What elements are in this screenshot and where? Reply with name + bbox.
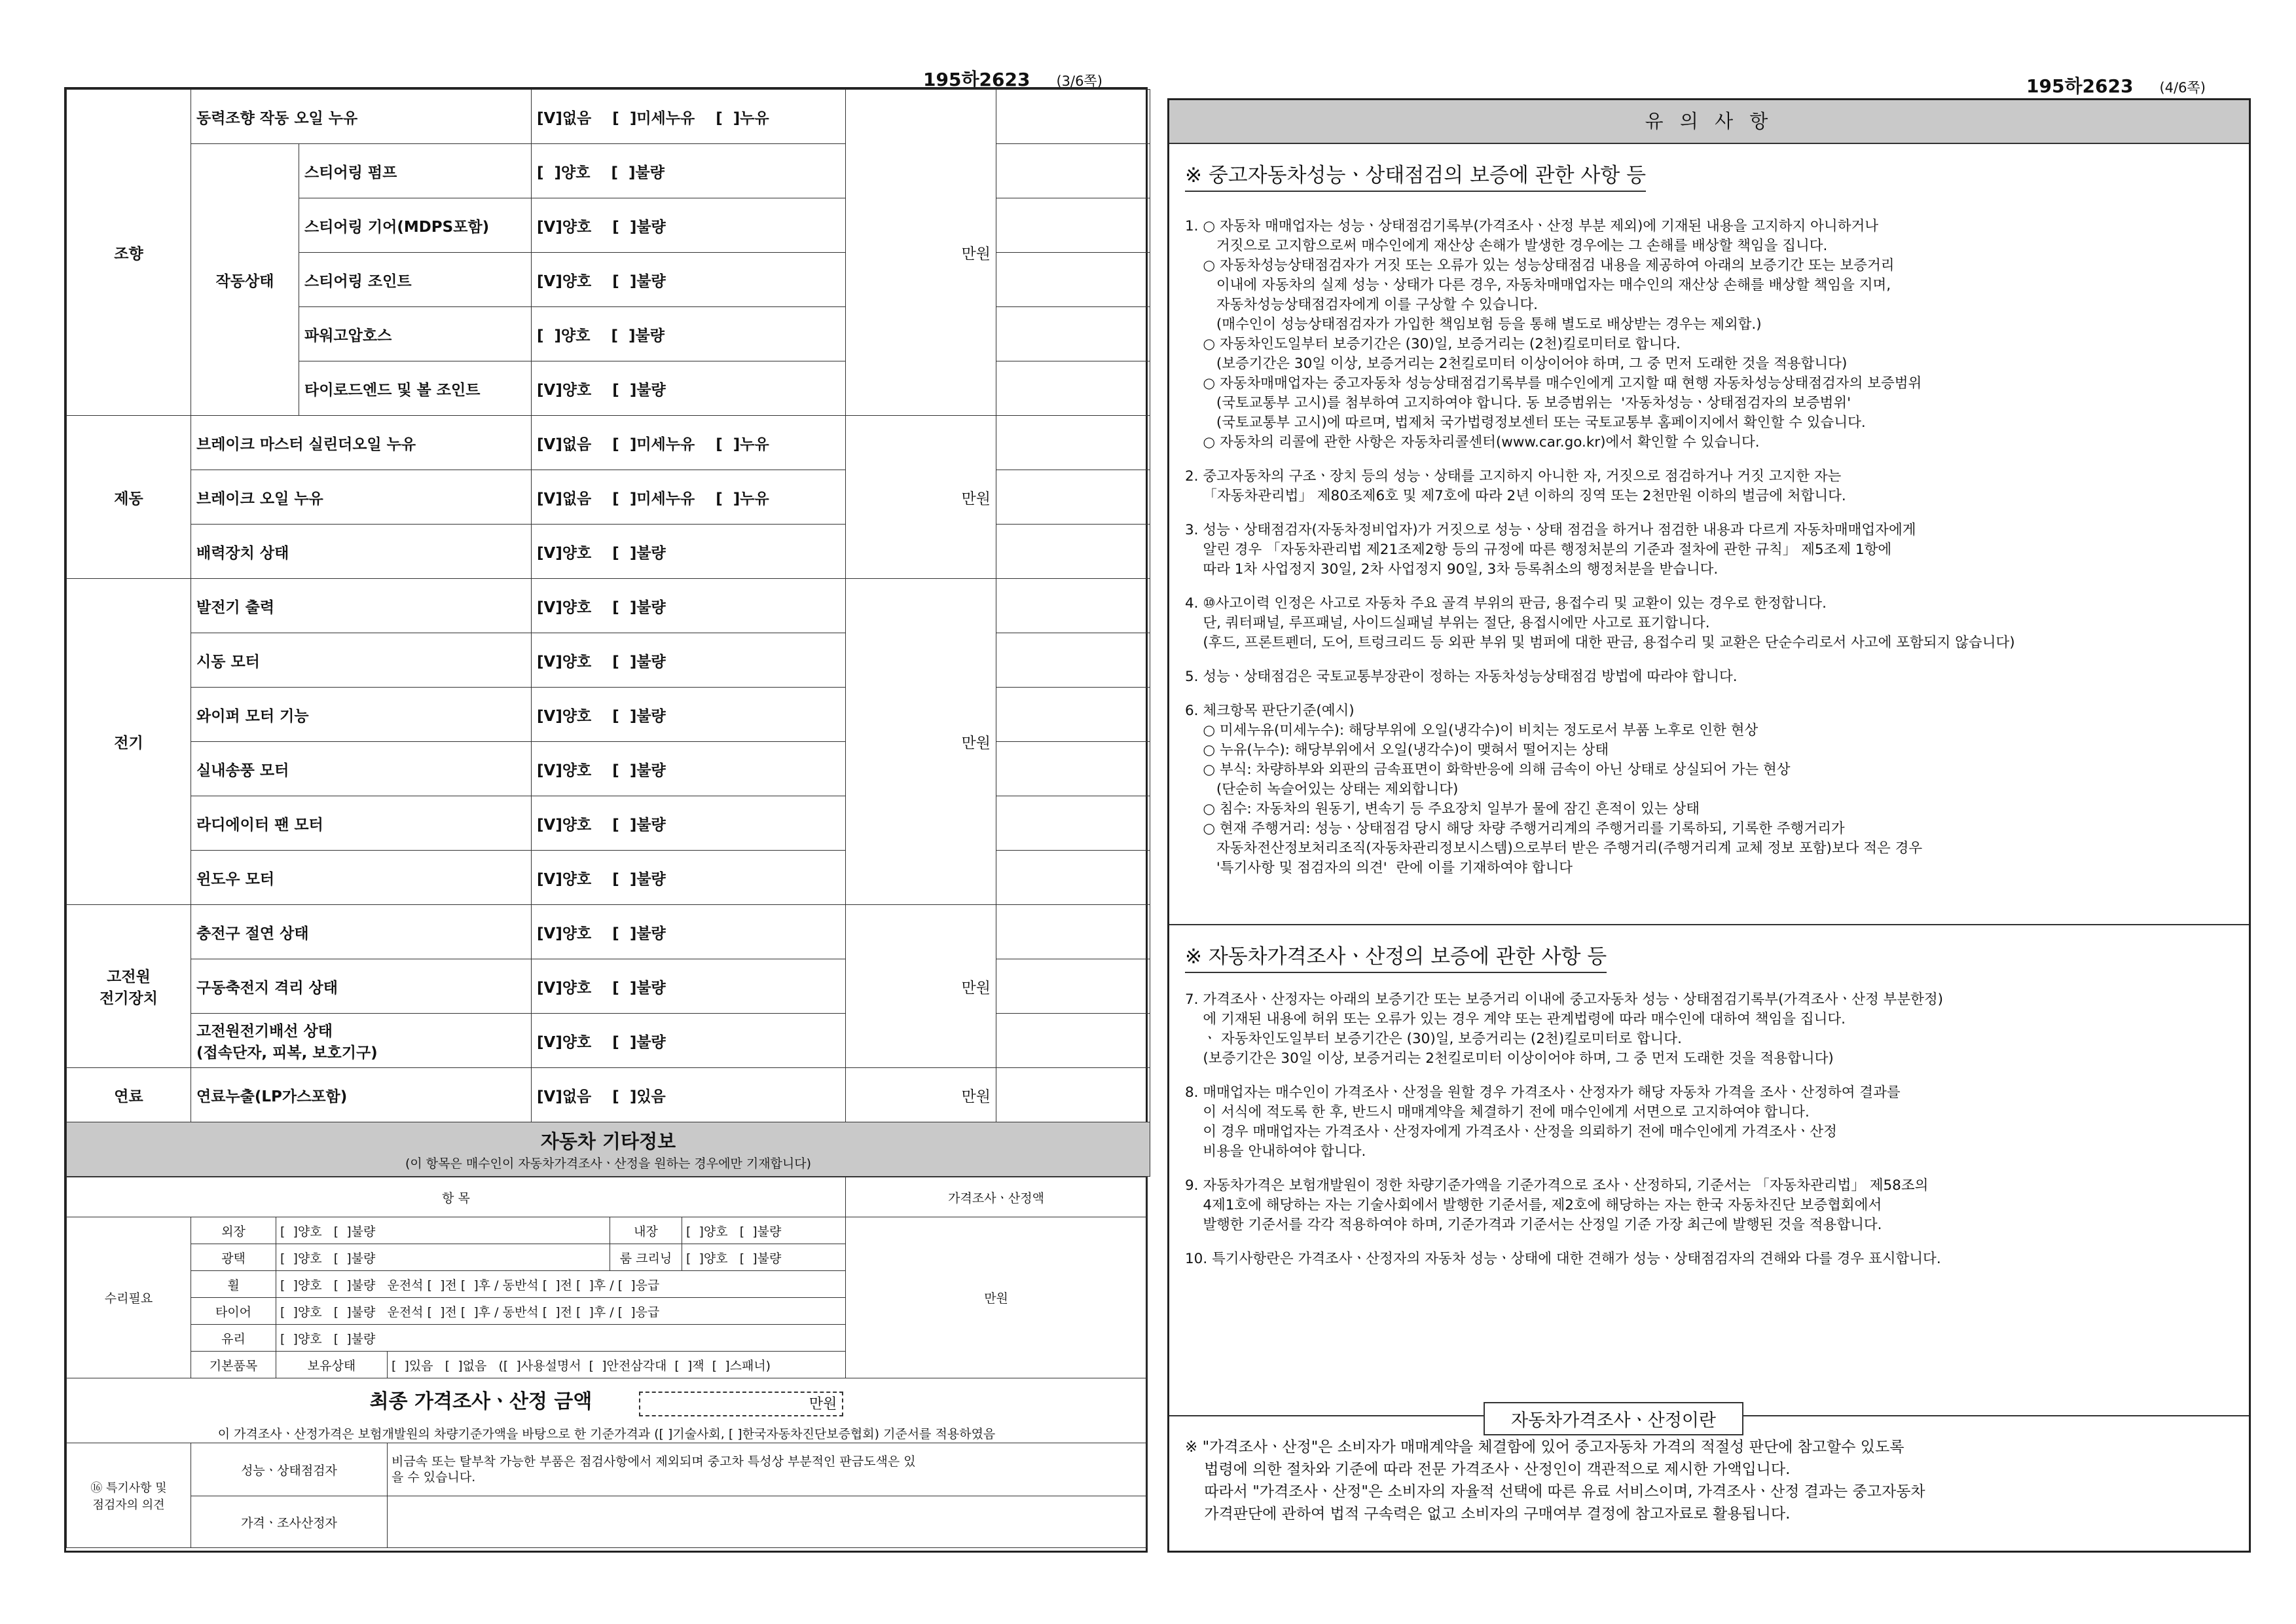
text-line: 8. 매매업자는 매수인이 가격조사ㆍ산정을 원할 경우 가격조사ㆍ산정자가 해당 자동차 가격을 조사ㆍ산정하여 결과를 — [1185, 1084, 1901, 1101]
text-line: 따라 1차 사업정지 30일, 2차 사업정지 90일, 3차 등록취소의 행정처분을 받습니다. — [1185, 561, 1719, 578]
text-line: '특기사항 및 점검자의 의견' 란에 이를 기재하여야 합니다 — [1185, 860, 1573, 876]
item-value[interactable]: [V]양호 [ ]불량 — [532, 198, 846, 253]
text-line: (매수인이 성능상태점검자가 가입한 책임보험 등을 통해 별도로 배상받는 경우는 제외합.) — [1185, 316, 1762, 333]
item-label: 브레이크 오일 누유 — [191, 470, 532, 525]
text-line: ○ 자동차인도일부터 보증기간은 (30)일, 보증거리는 (2천)킬로미터로 합니다. — [1185, 336, 1681, 352]
price-cell[interactable] — [996, 416, 1150, 470]
item-label: 스티어링 펌프 — [299, 144, 532, 198]
item-value[interactable]: [V]양호 [ ]불량 — [532, 633, 846, 688]
wheel-value[interactable]: [ ]양호 [ ]불량 운전석 [ ]전 [ ]후 / 동반석 [ ]전 [ ]후 / [ ]응급 — [276, 1271, 846, 1298]
text-line: 6. 체크항목 판단기준(예시) — [1185, 703, 1355, 719]
item-label: 시동 모터 — [191, 633, 532, 688]
price-inspector-label: 가격ㆍ조사산정자 — [191, 1496, 388, 1548]
item-value[interactable]: [ ]양호 [ ]불량 — [532, 307, 846, 361]
unit-steering: 만원 — [846, 90, 996, 416]
price-definition-box — [1169, 1411, 2249, 1551]
right-page-header — [2026, 72, 2206, 98]
text-line: 5. 성능ㆍ상태점검은 국토교통부장관이 정하는 자동차성능상태점검 방법에 따라야 합니다. — [1185, 669, 1738, 685]
text-line — [1185, 452, 2233, 467]
special-notes-line: 점검자의 의견 — [92, 1498, 165, 1512]
item-value[interactable]: [V]없음 [ ]미세누유 [ ]누유 — [532, 90, 846, 144]
perf-inspector-opinion[interactable] — [388, 1443, 1147, 1496]
text-line: ○ 누유(누수): 해당부위에서 오일(냉각수)이 맺혀서 떨어지는 상태 — [1185, 742, 1609, 758]
tire-value[interactable]: [ ]양호 [ ]불량 운전석 [ ]전 [ ]후 / 동반석 [ ]전 [ ]후 / [ ]응급 — [276, 1298, 846, 1325]
text-line: ○ 미세누유(미세누수): 해당부위에 오일(냉각수)이 비치는 정도로서 부품 노후로 인한 현상 — [1185, 722, 1758, 739]
wheel-label: 휠 — [191, 1271, 276, 1298]
text-line: 2. 중고자동차의 구조ㆍ장치 등의 성능ㆍ상태를 고지하지 아니한 자, 거짓으로 점검하거나 거짓 고지한 자는 — [1185, 468, 1842, 485]
item-value[interactable]: [V]없음 [ ]있음 — [532, 1068, 846, 1122]
interior-label: 내장 — [610, 1217, 682, 1244]
exterior-value[interactable]: [ ]양호 [ ]불량 — [276, 1217, 610, 1244]
price-cell[interactable] — [996, 579, 1150, 633]
item-label: 충전구 절연 상태 — [191, 905, 532, 959]
other-info-header — [67, 1122, 1150, 1177]
page-number: (3/6쪽) — [1056, 73, 1102, 89]
text-line: 4제1호에 해당하는 자는 기술사회에서 발행한 기준서를, 제2호에 해당하는 자는 한국 자동차진단 보증협회에서 — [1185, 1197, 1882, 1213]
item-value[interactable]: [V]양호 [ ]불량 — [532, 361, 846, 416]
cleaning-value[interactable]: [ ]양호 [ ]불량 — [682, 1244, 846, 1271]
basic-items-label: 기본품목 — [191, 1352, 276, 1378]
item-label-line: 고전원전기배선 상태 — [196, 1023, 333, 1040]
item-value[interactable]: [V]양호 [ ]불량 — [532, 905, 846, 959]
text-line: 1. ○ 자동차 매매업자는 성능ㆍ상태점검기록부(가격조사ㆍ산정 부분 제외)에 기재된 내용을 고지하지 아니하거나 — [1185, 218, 1879, 234]
opinion-line: 비금속 또는 탈부착 가능한 부품은 점검사항에서 제외되며 중고차 특성상 부분적인 판금도색은 있 — [392, 1454, 916, 1469]
item-value[interactable]: [V]양호 [ ]불량 — [532, 796, 846, 851]
text-line: 9. 자동차가격은 보험개발원이 정한 차량기준가액을 기준가격으로 조사ㆍ산정하되, 기준서는 「자동차관리법」 제58조의 — [1185, 1177, 1929, 1194]
vehicle-number: 195하2623 — [923, 69, 1030, 90]
text-line: ○ 부식: 차량하부와 외판의 금속표면이 화학반응에 의해 금속이 아닌 상태로 상실되어 가는 현상 — [1185, 762, 1791, 778]
unit-fuel: 만원 — [846, 1068, 996, 1122]
table-row — [67, 579, 1150, 633]
text-line: ㆍ 자동차인도일부터 보증기간은 (30)일, 보증거리는 (2천)킬로미터로 합니다. — [1185, 1031, 1682, 1047]
section-body-price — [1185, 990, 2233, 1269]
table-row — [67, 1443, 1147, 1496]
other-info-subtitle: (이 항목은 매수인이 자동차가격조사ㆍ산정을 원하는 경우에만 기재합니다) — [405, 1156, 812, 1171]
text-line — [1185, 653, 2233, 667]
exterior-label: 외장 — [191, 1217, 276, 1244]
text-line: 따라서 "가격조사ㆍ산정"은 소비자의 자율적 선택에 따른 유료 서비스이며, 가격조사ㆍ산정 결과는 중고자동차 — [1185, 1483, 1925, 1500]
text-line: ○ 현재 주행거리: 성능ㆍ상태점검 당시 해당 차량 주행거리계의 주행거리를 기록하되, 기록한 주행거리가 — [1185, 821, 1845, 837]
text-line: 거짓으로 고지함으로써 매수인에게 재산상 손해가 발생한 경우에는 그 손해를 배상할 책임을 집니다. — [1185, 238, 1828, 254]
section-divider — [1169, 924, 2249, 925]
item-value[interactable]: [V]양호 [ ]불량 — [532, 1014, 846, 1068]
item-value[interactable]: [V]없음 [ ]미세누유 [ ]누유 — [532, 470, 846, 525]
table-row — [67, 1068, 1150, 1122]
item-value[interactable]: [V]없음 [ ]미세누유 [ ]누유 — [532, 416, 846, 470]
item-label: 연료누출(LP가스포함) — [191, 1068, 532, 1122]
category-high-voltage — [67, 905, 191, 1068]
item-value[interactable]: [V]양호 [ ]불량 — [532, 525, 846, 579]
text-line: 발행한 기준서를 각각 적용하여야 하며, 기준가격과 기준서는 산정일 기준 가장 최근에 발행된 것을 적용합니다. — [1185, 1217, 1882, 1233]
text-line — [1185, 1069, 2233, 1083]
item-value[interactable]: [V]양호 [ ]불량 — [532, 851, 846, 905]
price-cell[interactable] — [996, 851, 1150, 905]
item-label: 구동축전지 격리 상태 — [191, 959, 532, 1014]
price-cell[interactable] — [996, 1014, 1150, 1068]
item-label: 라디에이터 팬 모터 — [191, 796, 532, 851]
item-value[interactable]: [V]양호 [ ]불량 — [532, 959, 846, 1014]
price-cell[interactable] — [996, 198, 1150, 253]
item-label-line: (접속단자, 피복, 보호기구) — [196, 1044, 378, 1061]
col-item-header: 항 목 — [67, 1177, 846, 1217]
price-cell[interactable] — [996, 959, 1150, 1014]
text-line: ※ "가격조사ㆍ산정"은 소비자가 매매계약을 체결함에 있어 중고자동차 가격의 적절성 판단에 참고할수 있도록 — [1185, 1439, 1904, 1456]
table-row — [67, 1496, 1147, 1548]
item-value[interactable]: [V]양호 [ ]불량 — [532, 253, 846, 307]
text-line — [1185, 687, 2233, 701]
final-price-input[interactable] — [639, 1392, 843, 1416]
price-cell[interactable] — [996, 253, 1150, 307]
section-body-inspection — [1185, 217, 2233, 878]
tire-label: 타이어 — [191, 1298, 276, 1325]
price-cell[interactable] — [996, 90, 1150, 144]
item-label: 동력조향 작동 오일 누유 — [191, 90, 532, 144]
perf-inspector-label: 성능ㆍ상태점검자 — [191, 1443, 388, 1496]
item-label: 타이로드엔드 및 볼 조인트 — [299, 361, 532, 416]
text-line: ○ 자동차성능상태점검자가 거짓 또는 오류가 있는 성능상태점검 내용을 제공하여 아래의 보증기간 또는 보증거리 — [1185, 257, 1895, 274]
interior-value[interactable]: [ ]양호 [ ]불량 — [682, 1217, 846, 1244]
inspection-table — [66, 89, 1150, 1177]
text-line: 「자동차관리법」 제80조제6호 및 제7호에 따라 2년 이하의 징역 또는 2천만원 이하의 벌금에 처합니다. — [1185, 488, 1846, 504]
table-row — [67, 1122, 1150, 1177]
text-line: 7. 가격조사ㆍ산정자는 아래의 보증기간 또는 보증거리 이내에 중고자동차 성능ㆍ상태점검기록부(가격조사ㆍ산정 부분한정) — [1185, 991, 1944, 1008]
notes-page — [1167, 98, 2251, 1553]
price-cell[interactable] — [996, 688, 1150, 742]
gloss-value[interactable]: [ ]양호 [ ]불량 — [276, 1244, 610, 1271]
section-title-inspection-warranty: ※ 중고자동차성능ㆍ상태점검의 보증에 관한 사항 등 — [1185, 158, 1646, 192]
table-row — [67, 1378, 1147, 1424]
final-price-row — [67, 1378, 1147, 1424]
owned-label: 보유상태 — [276, 1352, 388, 1378]
item-label: 스티어링 조인트 — [299, 253, 532, 307]
item-value[interactable]: [V]양호 [ ]불량 — [532, 742, 846, 796]
price-cell[interactable] — [996, 525, 1150, 579]
text-line — [1185, 1162, 2233, 1176]
sub-category-operation: 작동상태 — [191, 144, 299, 416]
text-line: 10. 특기사항란은 가격조사ㆍ산정자의 자동차 성능ㆍ상태에 대한 견해가 성능ㆍ상태점검자의 견해와 다를 경우 표시합니다. — [1185, 1251, 1941, 1267]
final-price-note: 이 가격조사ㆍ산정가격은 보험개발원의 차량기준가액을 바탕으로 한 기준가격과 ([ ]기술사회, [ ]한국자동차진단보증협회) 기준서를 적용하였음 — [67, 1423, 1147, 1443]
cleaning-label: 룸 크리닝 — [610, 1244, 682, 1271]
final-price-unit: 만원 — [809, 1396, 837, 1413]
category-line: 고전원 — [107, 969, 151, 986]
gloss-label: 광택 — [191, 1244, 276, 1271]
table-row — [67, 90, 1150, 144]
category-brake: 제동 — [67, 416, 191, 579]
price-cell[interactable] — [996, 905, 1150, 959]
item-label: 파워고압호스 — [299, 307, 532, 361]
text-line: 알린 경우 「자동차관리법 제21조제2항 등의 규정에 따른 행정처분의 기준과 절차에 관한 규칙」 제5조제 1항에 — [1185, 542, 1892, 558]
item-value[interactable]: [V]양호 [ ]불량 — [532, 688, 846, 742]
table-row — [67, 1423, 1147, 1443]
item-label: 실내송풍 모터 — [191, 742, 532, 796]
text-line: (보증기간은 30일 이상, 보증거리는 2천킬로미터 이상이어야 하며, 그 중 먼저 도래한 것을 적용합니다) — [1185, 356, 1848, 372]
text-line: ○ 자동차의 리콜에 관한 사항은 자동차리콜센터(www.car.go.kr)에서 확인할 수 있습니다. — [1185, 434, 1760, 451]
other-info-table — [66, 1177, 1147, 1548]
text-line: 자동차전산정보처리조직(자동차관리정보시스템)으로부터 받은 주행거리(주행거리계 교체 정보 포함)보다 적은 경우 — [1185, 840, 1923, 857]
text-line: 이내에 자동차의 실제 성능ㆍ상태가 다른 경우, 자동차매매업자는 매수인의 재산상 손해를 배상할 책임을 지며, — [1185, 277, 1891, 293]
repair-needed-label: 수리필요 — [67, 1217, 191, 1378]
table-row — [67, 1352, 1147, 1378]
category-electric: 전기 — [67, 579, 191, 905]
text-line: (보증기간은 30일 이상, 보증거리는 2천킬로미터 이상이어야 하며, 그 중 먼저 도래한 것을 적용합니다) — [1185, 1050, 1834, 1067]
price-cell[interactable] — [996, 307, 1150, 361]
item-label: 윈도우 모터 — [191, 851, 532, 905]
glass-value[interactable]: [ ]양호 [ ]불량 — [276, 1325, 846, 1352]
price-cell[interactable] — [996, 470, 1150, 525]
vehicle-number: 195하2623 — [2026, 75, 2134, 97]
opinion-line: 을 수 있습니다. — [392, 1470, 476, 1485]
section-title-price-warranty: ※ 자동차가격조사ㆍ산정의 보증에 관한 사항 등 — [1185, 940, 1607, 973]
price-cell[interactable] — [996, 1068, 1150, 1122]
owned-value[interactable]: [ ]있음 [ ]없음 ([ ]사용설명서 [ ]안전삼각대 [ ]잭 [ ]스패너) — [388, 1352, 1147, 1378]
item-label — [191, 1014, 532, 1068]
inspection-form-page — [64, 87, 1148, 1553]
text-line — [1185, 580, 2233, 594]
text-line: ○ 자동차매매업자는 중고자동차 성능상태점검기록부를 매수인에게 고지할 때 현행 자동차성능상태점검자의 보증범위 — [1185, 375, 1922, 392]
price-cell[interactable] — [996, 742, 1150, 796]
page-number: (4/6쪽) — [2159, 80, 2206, 96]
text-line: 이 서식에 적도록 한 후, 반드시 매매계약을 체결하기 전에 매수인에게 서면으로 고지하여야 합니다. — [1185, 1104, 1810, 1120]
category-steering: 조향 — [67, 90, 191, 416]
unit-electric: 만원 — [846, 579, 996, 905]
item-label: 스티어링 기어(MDPS포함) — [299, 198, 532, 253]
text-line: (국토교통부 고시)에 따르며, 법제처 국가법령정보센터 또는 국토교통부 홈페이지에서 확인할 수 있습니다. — [1185, 415, 1866, 431]
special-notes-line: ⑯ 특기사항 및 — [90, 1481, 167, 1495]
price-unit: 만원 — [846, 1217, 1147, 1378]
text-line: 가격판단에 관하여 법적 구속력은 없고 소비자의 구매여부 결정에 참고자료로 활용됩니다. — [1185, 1505, 1791, 1522]
text-line — [1185, 506, 2233, 521]
text-line: 이 경우 매매업자는 가격조사ㆍ산정자에게 가격조사ㆍ산정을 의뢰하기 전에 매수인에게 가격조사ㆍ산정 — [1185, 1124, 1837, 1140]
price-cell[interactable] — [996, 144, 1150, 198]
text-line: 비용을 안내하여야 합니다. — [1185, 1143, 1366, 1160]
unit-brake: 만원 — [846, 416, 996, 579]
text-line: 3. 성능ㆍ상태점검자(자동차정비업자)가 거짓으로 성능ㆍ상태 점검을 하거나 점검한 내용과 다르게 자동차매매업자에게 — [1185, 522, 1916, 538]
other-info-title: 자동차 기타정보 — [540, 1130, 676, 1153]
final-price-label: 최종 가격조사ㆍ산정 금액 — [369, 1390, 592, 1413]
item-label: 발전기 출력 — [191, 579, 532, 633]
col-price-header: 가격조사ㆍ산정액 — [846, 1177, 1147, 1217]
text-line: ○ 침수: 자동차의 원동기, 변속기 등 주요장치 일부가 물에 잠긴 흔적이 있는 상태 — [1185, 801, 1700, 817]
price-cell[interactable] — [996, 361, 1150, 416]
price-inspector-opinion[interactable] — [388, 1496, 1147, 1548]
item-label: 브레이크 마스터 실린더오일 누유 — [191, 416, 532, 470]
text-line — [1185, 1235, 2233, 1249]
item-value[interactable]: [V]양호 [ ]불량 — [532, 579, 846, 633]
category-line: 전기장치 — [100, 990, 158, 1007]
price-cell[interactable] — [996, 796, 1150, 851]
glass-label: 유리 — [191, 1325, 276, 1352]
price-definition-body — [1185, 1436, 2233, 1525]
text-line: 단, 쿼터패널, 루프패널, 사이드실패널 부위는 절단, 용접시에만 사고로 표기합니다. — [1185, 615, 1710, 631]
unit-high-voltage: 만원 — [846, 905, 996, 1068]
text-line: (단순히 녹슬어있는 상태는 제외합니다) — [1185, 781, 1459, 798]
table-row — [67, 1177, 1147, 1217]
item-label: 와이퍼 모터 기능 — [191, 688, 532, 742]
text-line: 에 기재된 내용에 허위 또는 오류가 있는 경우 계약 또는 관계법령에 따라 매수인에 대하여 책임을 집니다. — [1185, 1011, 1846, 1027]
text-line: (국토교통부 고시)를 첨부하여 고지하여야 합니다. 동 보증범위는 '자동차성능ㆍ상태점검자의 보증범위' — [1185, 395, 1851, 411]
price-cell[interactable] — [996, 633, 1150, 688]
table-row — [67, 416, 1150, 470]
table-row — [67, 905, 1150, 959]
category-fuel: 연료 — [67, 1068, 191, 1122]
notes-header: 유 의 사 항 — [1169, 100, 2249, 144]
text-line: (후드, 프론트펜더, 도어, 트렁크리드 등 외판 부위 및 범퍼에 대한 판금, 용접수리 및 교환은 단순수리로서 사고에 포함되지 않습니다) — [1185, 635, 2015, 651]
special-notes-label — [67, 1443, 191, 1548]
text-line: 4. ⑩사고이력 인정은 사고로 자동차 주요 골격 부위의 판금, 용접수리 및 교환이 있는 경우로 한정합니다. — [1185, 595, 1827, 612]
table-row — [67, 1217, 1147, 1244]
price-definition-title: 자동차가격조사ㆍ산정이란 — [1484, 1402, 1743, 1435]
text-line: 법령에 의한 절차와 기준에 따라 전문 가격조사ㆍ산정인이 객관적으로 제시한 가액입니다. — [1185, 1461, 1791, 1478]
item-label: 배력장치 상태 — [191, 525, 532, 579]
text-line: 자동차성능상태점검자에게 이를 구상할 수 있습니다. — [1185, 297, 1538, 313]
item-value[interactable]: [ ]양호 [ ]불량 — [532, 144, 846, 198]
